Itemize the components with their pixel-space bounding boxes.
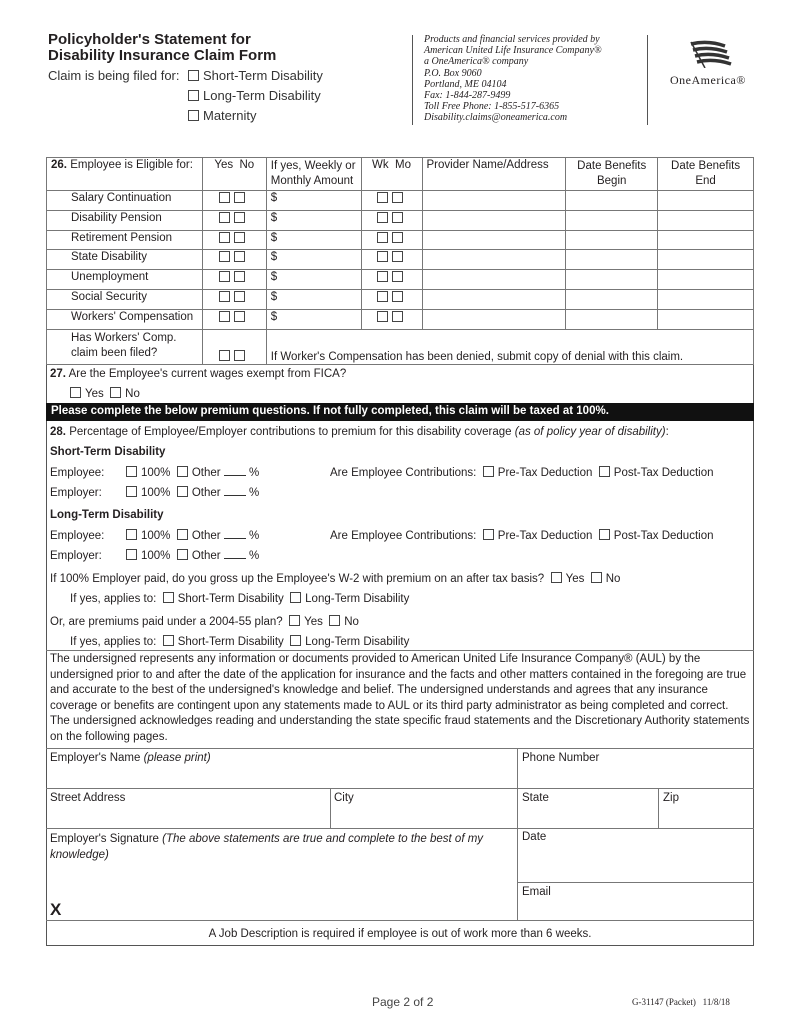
company-address: Products and financial services provided by American United Life Insurance Company® a OneAmerica® company P.O. Box 9060 Portland, ME 04104 Fax: 1-844-287-9499 Toll Free Phone: 1-855-517-6365 Disability.claims@oneamerica.com — [424, 34, 602, 124]
q28-ltd-employee: Employee: 100% Other % — [50, 530, 260, 542]
premium-banner: Please complete the below premium questions. If not fully completed, this claim will be taxed at 100%. — [46, 403, 754, 421]
no-checkbox[interactable] — [234, 212, 245, 223]
no-checkbox[interactable] — [234, 311, 245, 322]
end-date-field[interactable] — [658, 270, 754, 290]
yes-checkbox[interactable] — [219, 192, 230, 203]
gross-up-question: If 100% Employer paid, do you gross up the Employee's W-2 with premium on an after tax basis? Yes No — [50, 573, 621, 585]
wk-checkbox[interactable] — [377, 291, 388, 302]
option-ltd[interactable]: Long-Term Disability — [188, 88, 321, 103]
no-checkbox[interactable] — [234, 291, 245, 302]
no-checkbox[interactable] — [234, 232, 245, 243]
plan-applies: If yes, applies to: Short-Term Disability Long-Term Disability — [70, 636, 410, 648]
no-checkbox[interactable] — [234, 251, 245, 262]
amount-field[interactable]: $ — [266, 270, 361, 290]
zip-field[interactable]: Zip — [663, 792, 679, 804]
end-date-field[interactable] — [658, 250, 754, 270]
comp-no-checkbox[interactable] — [234, 350, 245, 361]
amount-field[interactable]: $ — [266, 210, 361, 230]
q28-std-employee: Employee: 100% Other % — [50, 467, 260, 479]
yes-checkbox[interactable] — [219, 232, 230, 243]
date-field[interactable]: Date — [522, 831, 547, 843]
divider — [647, 35, 648, 125]
benefit-row: Unemployment $ — [47, 270, 754, 290]
provider-field[interactable] — [422, 250, 566, 270]
form-id: G-31147 (Packet) 11/8/18 — [632, 997, 730, 1007]
begin-date-field[interactable] — [566, 230, 658, 250]
end-date-field[interactable] — [658, 289, 754, 309]
wk-checkbox[interactable] — [377, 311, 388, 322]
begin-date-field[interactable] — [566, 309, 658, 329]
amount-field[interactable]: $ — [266, 191, 361, 211]
claim-filed-for: Claim is being filed for: — [48, 68, 180, 83]
gross-applies: If yes, applies to: Short-Term Disability Long-Term Disability — [70, 593, 410, 605]
provider-field[interactable] — [422, 309, 566, 329]
yes-checkbox[interactable] — [219, 212, 230, 223]
end-date-field[interactable] — [658, 309, 754, 329]
amount-field[interactable]: $ — [266, 230, 361, 250]
yes-checkbox[interactable] — [219, 291, 230, 302]
benefit-row: Social Security $ — [47, 289, 754, 309]
provider-field[interactable] — [422, 289, 566, 309]
q28-std-contributions: Are Employee Contributions: Pre-Tax Deduction Post-Tax Deduction — [330, 467, 714, 479]
mo-checkbox[interactable] — [392, 291, 403, 302]
provider-field[interactable] — [422, 230, 566, 250]
oneamerica-logo: OneAmerica® — [670, 40, 746, 88]
wk-checkbox[interactable] — [377, 212, 388, 223]
mo-checkbox[interactable] — [392, 232, 403, 243]
wk-checkbox[interactable] — [377, 251, 388, 262]
state-field[interactable]: State — [522, 792, 549, 804]
amount-field[interactable]: $ — [266, 289, 361, 309]
q27-label: 27. Are the Employee's current wages exempt from FICA? — [50, 368, 347, 380]
provider-field[interactable] — [422, 210, 566, 230]
checkbox[interactable] — [188, 70, 199, 81]
begin-date-field[interactable] — [566, 289, 658, 309]
q26-label: 26. Employee is Eligible for: — [47, 158, 203, 191]
q28-ltd-contributions: Are Employee Contributions: Pre-Tax Deduction Post-Tax Deduction — [330, 530, 714, 542]
end-date-field[interactable] — [658, 191, 754, 211]
q28-ltd-employer: Employer: 100% Other % — [50, 550, 260, 562]
signature-field[interactable]: Employer's Signature (The above statements are true and complete to the best of my knowledge) — [50, 833, 484, 861]
no-checkbox[interactable] — [234, 192, 245, 203]
benefit-row: Retirement Pension $ — [47, 230, 754, 250]
amount-field[interactable]: $ — [266, 250, 361, 270]
begin-date-field[interactable] — [566, 210, 658, 230]
q26-table: 26. Employee is Eligible for: Yes No If yes, Weekly or Monthly Amount Wk Mo Provider Name/Address Date Benefits Begin Date Benefits End Salary Continuation $ Disability Pension $ Retirement Pension $ State Disability $ Unemployment $ Social Security $ Workers' Compensation $ Has Workers' Comp. claim been filed? If Worker's Compensation has been denied, submit copy of denial with this claim. — [46, 157, 754, 365]
job-description-note: A Job Description is required if employee is out of work more than 6 weeks. — [208, 928, 592, 940]
wk-checkbox[interactable] — [377, 192, 388, 203]
end-date-field[interactable] — [658, 210, 754, 230]
signature-x: X — [50, 900, 62, 919]
plan-question: Or, are premiums paid under a 2004-55 plan? Yes No — [50, 616, 359, 628]
yes-checkbox[interactable] — [219, 271, 230, 282]
checkbox[interactable] — [188, 110, 199, 121]
phone-field[interactable]: Phone Number — [522, 752, 600, 764]
benefit-row: Workers' Compensation $ — [47, 309, 754, 329]
q28-ltd-heading: Long-Term Disability — [50, 509, 164, 521]
benefit-row: Salary Continuation $ — [47, 191, 754, 211]
amount-field[interactable]: $ — [266, 309, 361, 329]
q27-options[interactable]: Yes No — [70, 387, 140, 400]
benefit-row: State Disability $ — [47, 250, 754, 270]
end-date-field[interactable] — [658, 230, 754, 250]
option-maternity[interactable]: Maternity — [188, 108, 256, 123]
provider-field[interactable] — [422, 270, 566, 290]
mo-checkbox[interactable] — [392, 212, 403, 223]
yes-checkbox[interactable] — [219, 251, 230, 262]
begin-date-field[interactable] — [566, 191, 658, 211]
form-title: Policyholder's Statement for Disability Insurance Claim Form — [48, 31, 277, 64]
declaration-text: The undersigned represents any information or documents provided to American United Life Insurance Company® (AUL) by the undersigned prior to and after the date of the application for insurance and the facts and other matters contained in the foregoing are true and accurate to the best of the undersigned's knowledge and belief. The undersigned understands and agrees that any insurance coverage or benefits are contingent upon any statements made to AUL or its third party administrator as being completed and correct. The undersigned acknowledges reading and understanding the state specific fraud statements and the Discretionary Authority statements on the following pages. — [50, 653, 750, 743]
q28-std-heading: Short-Term Disability — [50, 446, 166, 458]
q28-label: 28. Percentage of Employee/Employer contributions to premium for this disability coverage (as of policy year of disability): — [50, 426, 669, 438]
divider — [412, 35, 413, 125]
begin-date-field[interactable] — [566, 270, 658, 290]
page-number: Page 2 of 2 — [372, 995, 434, 1009]
flag-icon — [683, 40, 733, 68]
street-field[interactable]: Street Address — [50, 792, 126, 804]
begin-date-field[interactable] — [566, 250, 658, 270]
benefit-row: Disability Pension $ — [47, 210, 754, 230]
q28-std-employer: Employer: 100% Other % — [50, 487, 260, 499]
wk-checkbox[interactable] — [377, 271, 388, 282]
employer-name-field[interactable]: Employer's Name (please print) — [50, 752, 211, 764]
yes-checkbox[interactable] — [219, 311, 230, 322]
provider-field[interactable] — [422, 191, 566, 211]
mo-checkbox[interactable] — [392, 192, 403, 203]
option-std[interactable]: Short-Term Disability — [188, 68, 323, 83]
comp-yes-checkbox[interactable] — [219, 350, 230, 361]
city-field[interactable]: City — [334, 792, 354, 804]
no-checkbox[interactable] — [234, 271, 245, 282]
mo-checkbox[interactable] — [392, 271, 403, 282]
mo-checkbox[interactable] — [392, 251, 403, 262]
email-field[interactable]: Email — [522, 886, 551, 898]
checkbox[interactable] — [188, 90, 199, 101]
mo-checkbox[interactable] — [392, 311, 403, 322]
wk-checkbox[interactable] — [377, 232, 388, 243]
